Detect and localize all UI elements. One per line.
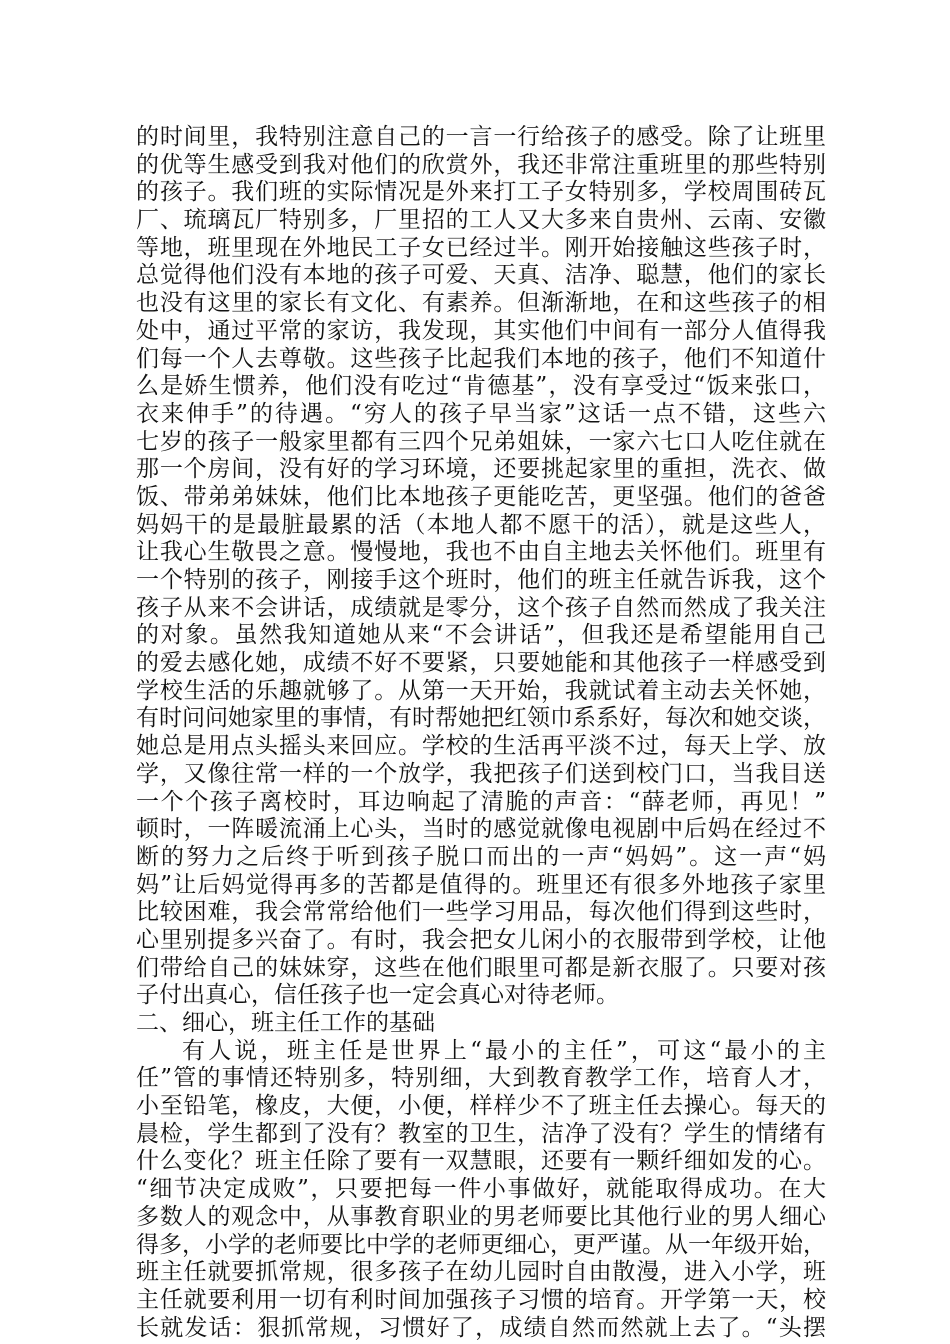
text-line: 一个特别的孩子，刚接手这个班时，他们的班主任就告诉我，这个: [136, 567, 826, 593]
text-line: 饭、带弟弟妹妹，他们比本地孩子更能吃苦，更坚强。他们的爸爸: [136, 483, 826, 510]
text-line: 妈妈干的是最脏最累的活（本地人都不愿干的活），就是这些人，: [136, 511, 826, 538]
text-line: 多数人的观念中，从事教育职业的男老师要比其他行业的男人细心: [136, 1203, 826, 1230]
text-line: 断的努力之后终于听到孩子脱口而出的一声“妈妈”。这一声“妈: [136, 843, 826, 870]
text-line: 一个个孩子离校时，耳边响起了清脆的声音：“薛老师，再见！”: [136, 788, 826, 815]
text-line: 学校生活的乐趣就够了。从第一天开始，我就试着主动去关怀她，: [136, 677, 826, 704]
text-line: 总觉得他们没有本地的孩子可爱、天真、洁净、聪慧，他们的家长: [136, 262, 826, 289]
section-heading: 二、细心，班主任工作的基础: [136, 1010, 435, 1036]
text-line: 让我心生敬畏之意。慢慢地，我也不由自主地去关怀他们。班里有: [136, 539, 826, 566]
text-line: 衣来伸手”的待遇。“穷人的孩子早当家”这话一点不错，这些六: [136, 400, 826, 427]
text-line: 顿时，一阵暖流涌上心头，当时的感觉就像电视剧中后妈在经过不: [136, 816, 826, 843]
text-line: 七岁的孩子一般家里都有三四个兄弟姐妹，一家六七口人吃住就在: [136, 428, 826, 455]
text-line: 妈”让后妈觉得再多的苦都是值得的。班里还有很多外地孩子家里: [136, 871, 826, 898]
text-line: 的时间里，我特别注意自己的一言一行给孩子的感受。除了让班里: [136, 124, 826, 150]
text-line: 处中，通过平常的家访，我发现，其实他们中间有一部分人值得我: [136, 317, 826, 344]
paragraph-end-line: 子付出真心，信任孩子也一定会真心对待老师。: [136, 982, 619, 1009]
text-line: 学，又像往常一样的一个放学，我把孩子们送到校门口，当我目送: [136, 760, 826, 787]
text-line: 主任就要利用一切有利时间加强孩子习惯的培育。开学第一天，校: [136, 1286, 826, 1313]
text-line: 也没有这里的家长有文化、有素养。但渐渐地，在和这些孩子的相: [136, 290, 826, 317]
text-line: 心里别提多兴奋了。有时，我会把女儿闲小的衣服带到学校，让他: [136, 926, 826, 953]
text-line: 比较困难，我会常常给他们一些学习用品，每次他们得到这些时，: [136, 899, 826, 926]
text-line: 厂、琉璃瓦厂特别多，厂里招的工人又大多来自贵州、云南、安徽: [136, 207, 826, 234]
text-line: 她总是用点头摇头来回应。学校的生活再平淡不过，每天上学、放: [136, 733, 826, 760]
text-line: 孩子从来不会讲话，成绩就是零分，这个孩子自然而然成了我关注: [136, 594, 826, 621]
text-line: 的优等生感受到我对他们的欣赏外，我还非常注重班里的那些特别: [136, 151, 826, 178]
text-line: 晨检，学生都到了没有？教室的卫生，洁净了没有？学生的情绪有: [136, 1120, 826, 1147]
text-line: “细节决定成败”，只要把每一件小事做好，就能取得成功。在大: [136, 1176, 826, 1203]
text-line: 那一个房间，没有好的学习环境，还要挑起家里的重担，洗衣、做: [136, 456, 826, 483]
text-line: 么是娇生惯养，他们没有吃过“肯德基”，没有享受过“饭来张口，: [136, 373, 826, 400]
text-line: 小至铅笔，橡皮，大便，小便，样样少不了班主任去操心。每天的: [136, 1093, 826, 1120]
body-text: [136, 124, 826, 1342]
text-line: 的爱去感化她，成绩不好不要紧，只要她能和其他孩子一样感受到: [136, 650, 826, 677]
text-line: 什么变化？班主任除了要有一双慧眼，还要有一颗纤细如发的心。: [136, 1148, 826, 1175]
text-line: 的孩子。我们班的实际情况是外来打工子女特别多，学校周围砖瓦: [136, 179, 826, 206]
text-line: 的对象。虽然我知道她从来“不会讲话”，但我还是希望能用自己: [136, 622, 826, 649]
text-line: 班主任就要抓常规，很多孩子在幼儿园时自由散漫，进入小学，班: [136, 1259, 826, 1286]
text-line: 长就发话：狠抓常规，习惯好了，成绩自然而然就上去了。“头摆: [136, 1314, 826, 1341]
text-line: 们每一个人去尊敬。这些孩子比起我们本地的孩子，他们不知道什: [136, 345, 826, 372]
paragraph-first-line: 有人说，班主任是世界上“最小的主任”，可这“最小的主: [182, 1037, 826, 1064]
text-line: 等地，班里现在外地民工子女已经过半。刚开始接触这些孩子时，: [136, 234, 826, 261]
text-line: 有时问问她家里的事情，有时帮她把红领巾系系好，每次和她交谈，: [136, 705, 826, 732]
text-line: 任”管的事情还特别多，特别细，大到教育教学工作，培育人才，: [136, 1065, 826, 1092]
text-line: 们带给自己的妹妹穿，这些在他们眼里可都是新衣服了。只要对孩: [136, 954, 826, 981]
text-line: 得多，小学的老师要比中学的老师更细心，更严谨。从一年级开始，: [136, 1231, 826, 1258]
